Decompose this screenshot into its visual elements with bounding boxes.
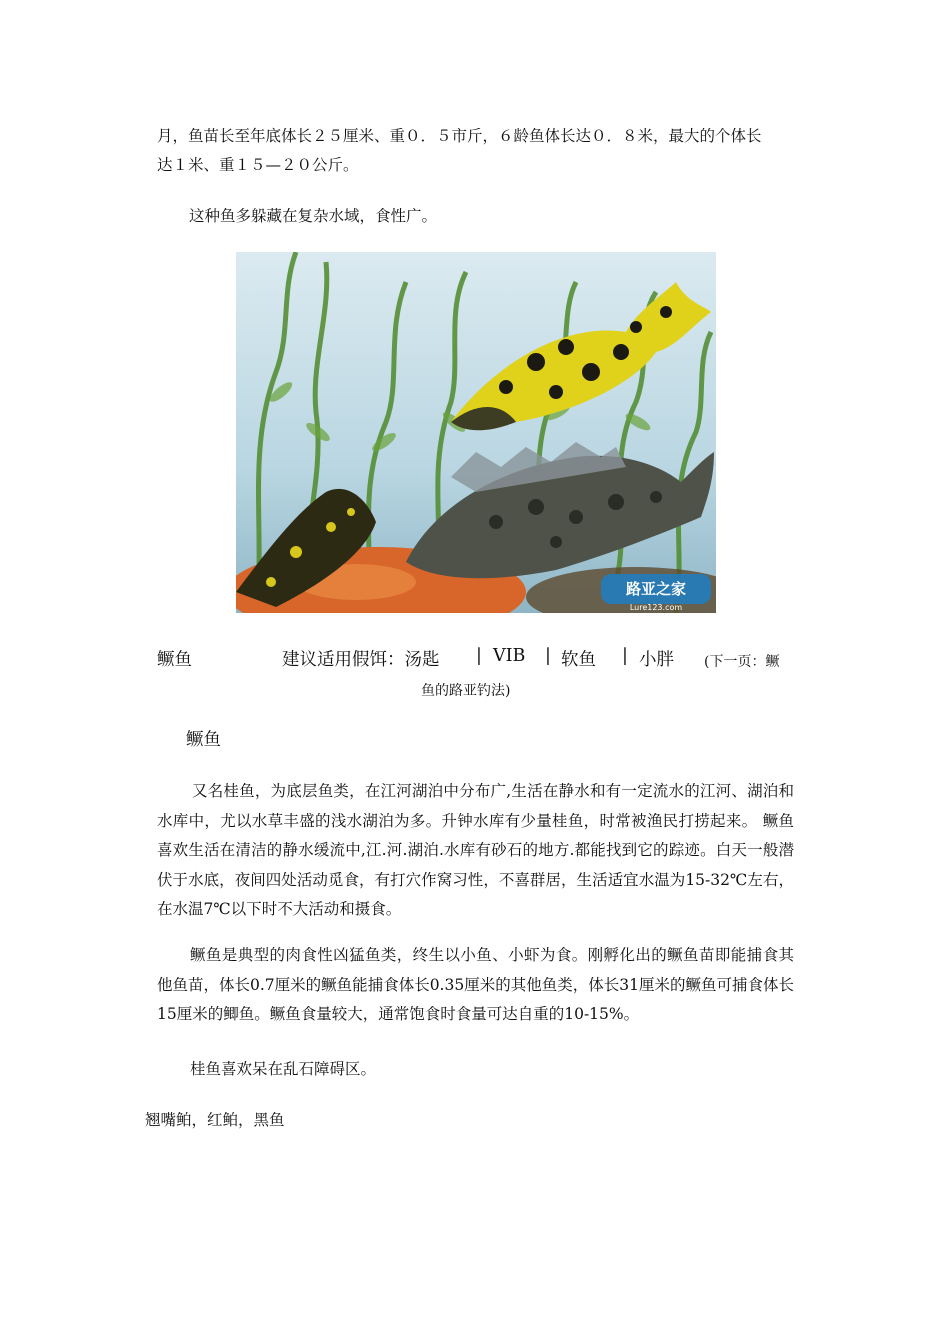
intro-line-1: 月，鱼苗长至年底体长２５厘米、重０．５市斤，６龄鱼体长达０．８米，最大的个体长	[157, 127, 762, 145]
caption-lure-small: 小胖	[639, 650, 674, 670]
caption-fish-name: 鳜鱼	[157, 650, 192, 670]
caption-next-page-a: (下一页：鳜	[704, 654, 780, 670]
caption-lure-vib: VIB	[493, 646, 526, 666]
svg-text:Lure123.com: Lure123.com	[629, 603, 683, 612]
paragraph-1: 又名桂鱼，为底层鱼类，在江河湖泊中分布广,生活在静水和有一定流水的江河、湖泊和水库中，尤以水草丰盛的浅水湖泊为多。升钟水库有少量桂鱼，时常被渔民打捞起来。 鳜鱼喜欢生活在清洁的静水缓流中,江.河.湖泊.水库有砂石的地方.都能找到它的踪迹。白天一般潜伏于水底，夜间四处活动觅食，有打穴作窝习性，不喜群居，生活适宜水温为15-32℃左右，在水温7℃以下时不大活动和摄食。	[157, 782, 794, 918]
fish-photo	[236, 252, 716, 613]
intro-note: 这种鱼多躲藏在复杂水域，食性广。	[189, 207, 438, 225]
caption-lures-label: 建议适用假饵：汤匙	[282, 650, 440, 670]
caption-separator-3: |	[622, 646, 628, 666]
section-title: 鳜鱼	[186, 730, 221, 750]
paragraph-2: 鳜鱼是典型的肉食性凶猛鱼类，终生以小鱼、小虾为食。刚孵化出的鳜鱼苗即能捕食其他鱼苗，体长0.7厘米的鳜鱼能捕食体长0.35厘米的其他鱼类，体长31厘米的鳜鱼可捕食体长15厘米的鲫鱼。鳜鱼食量较大，通常饱食时食量可达自重的10-15%。	[157, 946, 794, 1023]
footer-line: 翘嘴鲌，红鲌，黑鱼	[145, 1111, 285, 1129]
caption-lure-soft: 软鱼	[561, 650, 596, 670]
intro-line-2: 达１米、重１５—２０公斤。	[157, 156, 359, 174]
caption-next-page-b: 鱼的路亚钓法)	[421, 683, 511, 699]
svg-text:路亚之家: 路亚之家	[625, 580, 687, 598]
caption-separator-2: |	[545, 646, 551, 666]
paragraph-3: 桂鱼喜欢呆在乱石障碍区。	[190, 1060, 377, 1078]
caption-separator-1: |	[476, 646, 482, 666]
